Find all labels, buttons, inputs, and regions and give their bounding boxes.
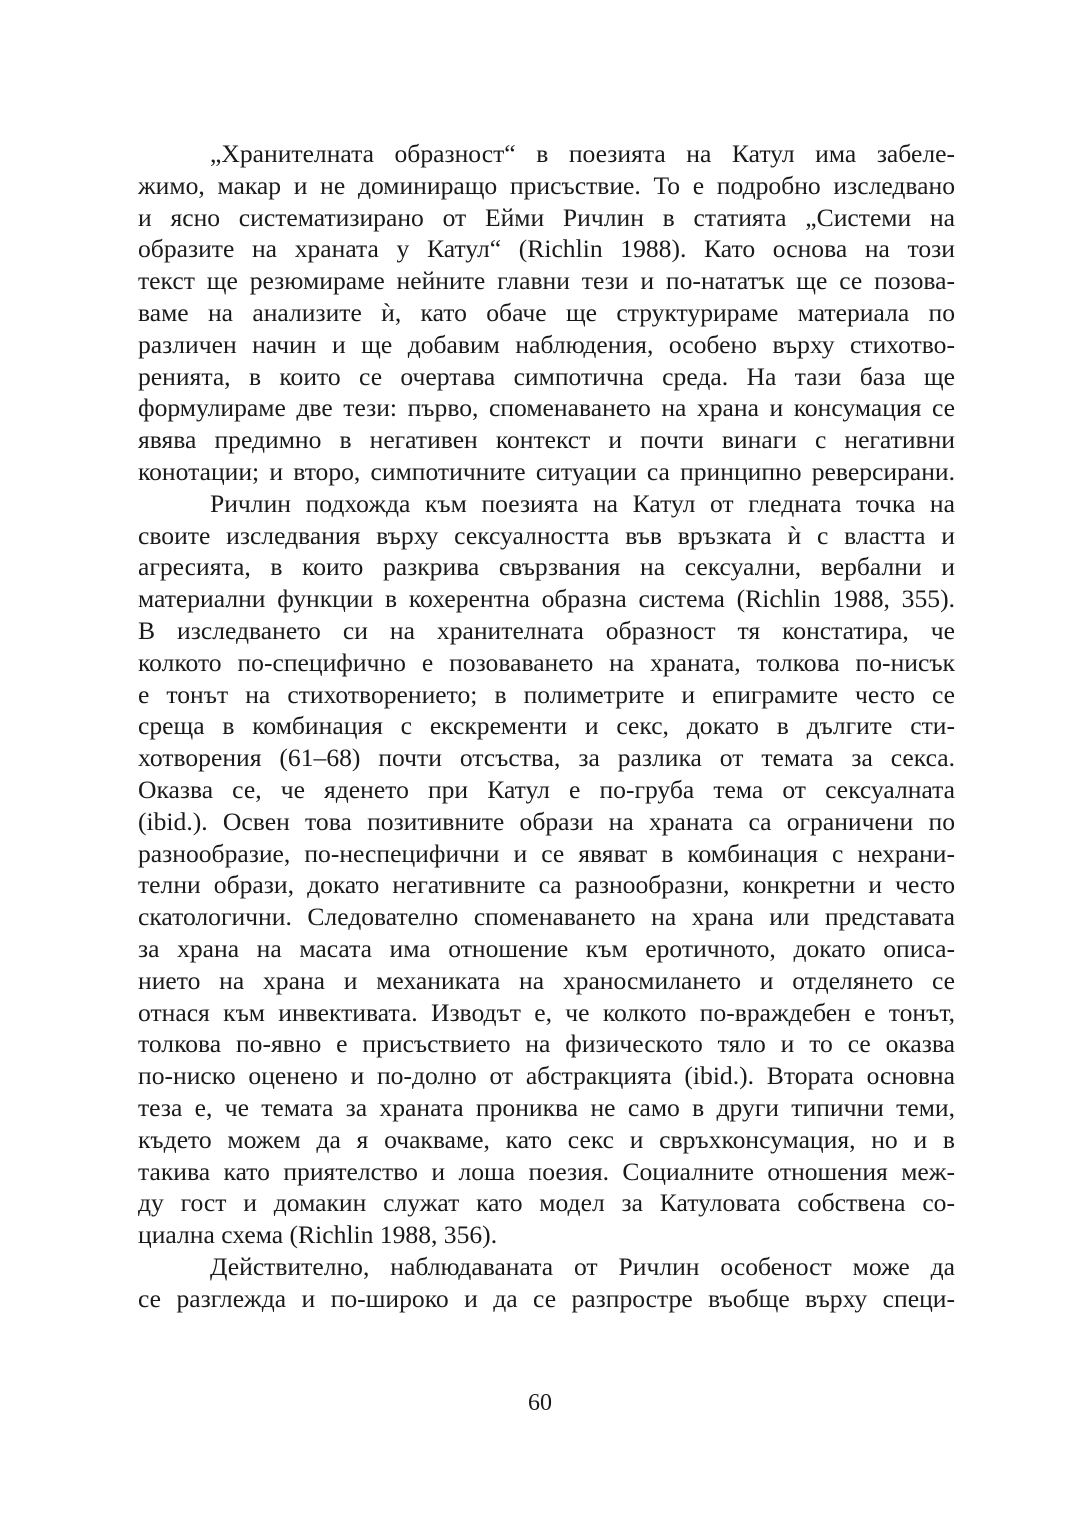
paragraph-1: [138, 138, 955, 488]
text-line: Действително, наблюдаваната от Ричлин особеност може да: [210, 1251, 955, 1281]
text-line: по-ниско оценено и по-долно от абстракцията (ibid.). Втората основна: [138, 1061, 955, 1091]
text-line: Оказва се, че яденето при Катул е по-груба тема от сексуалната: [138, 774, 955, 804]
text-line: различен начин и ще добавим наблюдения, особено върху стихотво-: [138, 329, 955, 359]
text-line: и ясно систематизирано от Ейми Ричлин в статията „Системи на: [138, 202, 955, 232]
text-line: хотворения (61–68) почти отсъства, за разлика от темата за секса.: [138, 743, 955, 773]
text-line: където можем да я очакваме, като секс и свръхконсумация, но и в: [138, 1124, 955, 1154]
text-line: материални функции в кохерентна образна система (Richlin 1988, 355).: [138, 584, 955, 614]
text-line: циална схема (Richlin 1988, 356).: [138, 1220, 498, 1250]
text-line: своите изследвания върху сексуалността във връзката ѝ с властта и: [138, 520, 955, 550]
text-line: явява предимно в негативен контекст и почти винаги с негативни: [138, 425, 955, 455]
text-line: теза е, че темата за храната прониква не само в други типични теми,: [138, 1092, 955, 1122]
text-line: конотации; и второ, симпотичните ситуации са принципно реверсирани.: [138, 456, 955, 486]
text-line: нието на храна и механиката на храносмилането и отделянето се: [138, 965, 955, 995]
paragraph-3: [138, 1251, 955, 1315]
paragraph-2: [138, 488, 955, 1251]
text-line: ренията, в които се очертава симпотична среда. На тази база ще: [138, 361, 955, 391]
text-line: ду гост и домакин служат като модел за Катуловата собствена со-: [138, 1188, 955, 1218]
text-line: жимо, макар и не доминиращо присъствие. То е подробно изследвано: [138, 170, 955, 200]
text-line: телни образи, докато негативните са разнообразни, конкретни и често: [138, 870, 955, 900]
text-line: текст ще резюмираме нейните главни тези и по-нататък ще се позова-: [138, 266, 955, 296]
page-body: [138, 138, 955, 1314]
text-line: за храна на масата има отношение към еротичното, докато описа-: [138, 933, 955, 963]
text-line: колкото по-специфично е позоваването на храната, толкова по-нисък: [138, 647, 955, 677]
text-line: среща в комбинация с екскременти и секс, докато в дългите сти-: [138, 711, 955, 741]
text-line: толкова по-явно е присъствието на физическото тяло и то се оказва: [138, 1029, 955, 1059]
text-line: е тонът на стихотворението; в полиметрите и епиграмите често се: [138, 679, 955, 709]
text-line: агресията, в които разкрива свързвания на сексуални, вербални и: [138, 552, 955, 582]
page-number: 60: [528, 1390, 552, 1416]
text-line: скатологични. Следователно споменаването на храна или представата: [138, 902, 955, 932]
text-line: формулираме две тези: първо, споменаването на храна и консумация се: [138, 393, 955, 423]
text-line: Ричлин подхожда към поезията на Катул от гледната точка на: [210, 488, 955, 518]
text-line: разнообразие, по-неспецифични и се явяват в комбинация с нехрани-: [138, 838, 955, 868]
text-line: отнася към инвективата. Изводът е, че колкото по-враждебен е тонът,: [138, 997, 955, 1027]
text-line: В изследването си на хранителната образност тя констатира, че: [138, 615, 955, 645]
text-line: се разглежда и по-широко и да се разпростре въобще върху специ-: [138, 1283, 955, 1313]
text-line: такива като приятелство и лоша поезия. Социалните отношения меж-: [138, 1156, 955, 1186]
text-line: ваме на анализите ѝ, като обаче ще структурираме материала по: [138, 297, 955, 327]
text-line: (ibid.). Освен това позитивните образи на храната са ограничени по: [138, 806, 955, 836]
text-line: образите на храната у Катул“ (Richlin 1988). Като основа на този: [138, 234, 955, 264]
text-line: „Хранителната образност“ в поезията на Катул има забеле-: [210, 139, 955, 168]
